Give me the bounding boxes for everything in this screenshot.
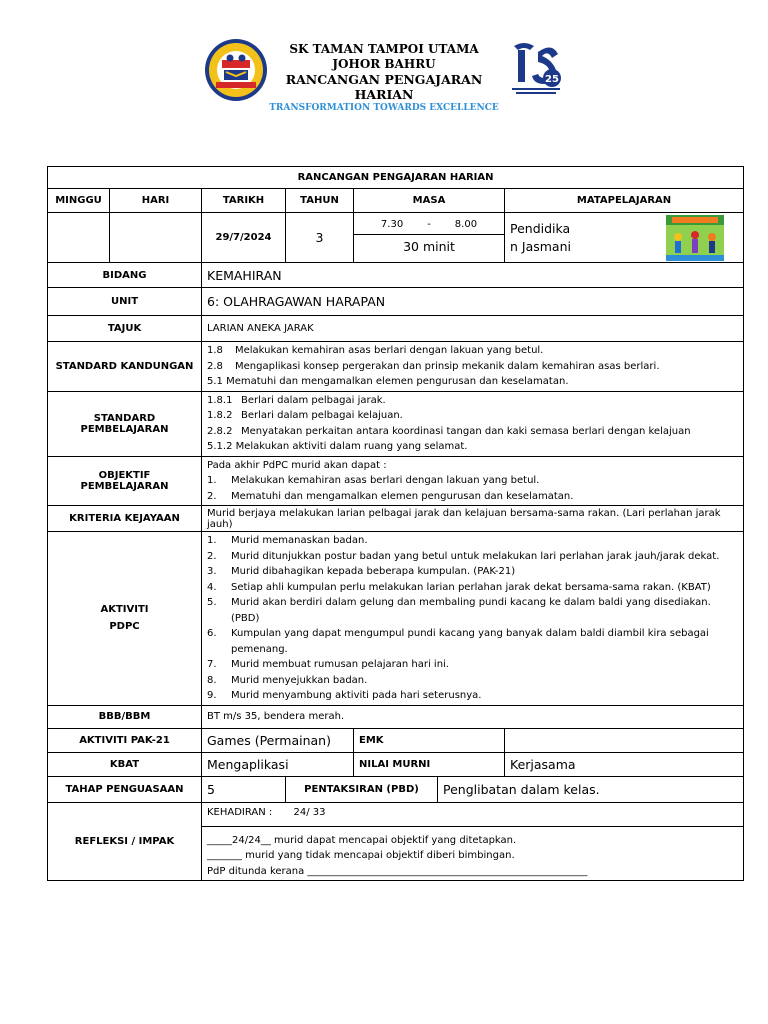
objektif-value (202, 456, 744, 506)
list-item: 9. Murid menyambung aktiviti pada hari seterusnya. (207, 690, 482, 701)
aktiviti-label-line1: AKTIVITI (100, 604, 149, 616)
list-item: 2. Murid ditunjukkan postur badan yang betul untuk melakukan lari perlahan jarak jauh/jarak dekat. (207, 550, 720, 562)
unit-value: 6: OLAHRAGAWAN HARAPAN (202, 288, 744, 316)
aktiviti-list (207, 533, 738, 704)
list-item: 2. Mematuhi dan mengamalkan elemen pengurusan dan keselamatan. (207, 490, 574, 502)
subject-name: Pendidika n Jasmani (510, 220, 571, 254)
col-matapelajaran: MATAPELAJARAN (505, 189, 744, 213)
list-item: 1. Murid memanaskan badan. (207, 535, 368, 546)
objektif-label: OBJEKTIF PEMBELAJARAN (48, 456, 202, 506)
refleksi-label: REFLEKSI / IMPAK (48, 802, 202, 881)
kriteria-value: Murid berjaya melakukan larian pelbagai jarak dan kelajuan bersama-sama rakan. (Lari perlahan jarak jauh) (202, 506, 744, 532)
standard-kandungan-list (207, 343, 738, 390)
refleksi-value (202, 802, 744, 881)
bbb-value: BT m/s 35, bendera merah. (202, 705, 744, 728)
minggu-value (48, 213, 110, 263)
nilai-murni-label: NILAI MURNI (354, 752, 505, 776)
masa-start: 7.30 (380, 219, 404, 230)
standard-kandungan-label: STANDARD KANDUNGAN (48, 342, 202, 392)
objektif-intro: Pada akhir PdPC murid akan dapat : (207, 459, 387, 471)
refleksi-line-2: _______ murid yang tidak mencapai objektif diberi bimbingan. (207, 850, 515, 861)
school-name: SK TAMAN TAMPOI UTAMA (289, 42, 479, 56)
refleksi-line-3: PdP ditunda kerana ________________________________________________________ (207, 865, 588, 877)
bbb-label: BBB/BBM (48, 705, 202, 728)
document-title: RANCANGAN PENGAJARAN HARIAN (285, 72, 483, 102)
list-item: 1. Melakukan kemahiran asas berlari dengan lakuan yang betul. (207, 475, 540, 486)
tahun-value: 3 (286, 213, 354, 263)
bidang-value: KEMAHIRAN (202, 263, 744, 288)
col-tarikh: TARIKH (202, 189, 286, 213)
kehadiran-value: 24/ 33 (293, 806, 326, 818)
col-tahun: TAHUN (286, 189, 354, 213)
nilai-murni-value: Kerjasama (505, 752, 744, 776)
table-title: RANCANGAN PENGAJARAN HARIAN (48, 167, 744, 189)
svg-text:25: 25 (545, 74, 559, 85)
refleksi-body (207, 827, 738, 880)
list-item: 1.8.2 Berlari dalam pelbagai kelajuan. (207, 410, 403, 421)
kehadiran-label: KEHADIRAN : (207, 806, 273, 818)
aktiviti-label-line2: PDPC (109, 621, 140, 633)
document-header (0, 36, 768, 113)
textbook-cover-image (666, 215, 724, 261)
list-item: 1.8.1 Berlari dalam pelbagai jarak. (207, 394, 386, 406)
pak21-value: Games (Permainan) (202, 728, 354, 752)
col-hari: HARI (110, 189, 202, 213)
refleksi-line-1: _____24/24__ murid dapat mencapai objektif yang ditetapkan. (207, 834, 517, 846)
school-header-text (262, 42, 506, 114)
kriteria-label: KRITERIA KEJAYAAN (48, 506, 202, 532)
list-item: 1.8 Melakukan kemahiran asas berlari dengan lakuan yang betul. (207, 345, 544, 356)
bidang-label: BIDANG (48, 263, 202, 288)
kbat-value: Mengaplikasi (202, 752, 354, 776)
masa-time (354, 217, 504, 234)
emk-label: EMK (354, 728, 505, 752)
list-item: 2.8.2 Menyatakan perkaitan antara koordinasi tangan dan kaki semasa berlari dengan kelajuan (207, 425, 691, 437)
standard-pembelajaran-label: STANDARD PEMBELAJARAN (48, 391, 202, 456)
tahap-label: TAHAP PENGUASAAN (48, 776, 202, 802)
ts25-logo (508, 38, 564, 96)
list-item: 5. Murid akan berdiri dalam gelung dan membaling pundi kacang ke dalam baldi yang disediakan. (PBD) (207, 597, 711, 624)
list-item: 8. Murid menyejukkan badan. (207, 674, 368, 686)
masa-end: 8.00 (454, 219, 478, 230)
list-item: 5.1.2 Melakukan aktiviti dalam ruang yang selamat. (207, 441, 468, 452)
tajuk-value: LARIAN ANEKA JARAK (202, 316, 744, 342)
col-masa: MASA (354, 189, 505, 213)
tajuk-label: TAJUK (48, 316, 202, 342)
tarikh-value: 29/7/2024 (202, 213, 286, 263)
kbat-label: KBAT (48, 752, 202, 776)
lesson-plan-table (47, 166, 744, 881)
standard-pembelajaran-value (202, 391, 744, 456)
pak21-label: AKTIVITI PAK-21 (48, 728, 202, 752)
unit-label: UNIT (48, 288, 202, 316)
masa-cell (354, 213, 505, 263)
list-item: 3. Murid dibahagikan kepada beberapa kumpulan. (PAK-21) (207, 566, 516, 577)
school-crest-logo (204, 38, 268, 102)
emk-value (505, 728, 744, 752)
school-tagline: TRANSFORMATION TOWARDS EXCELLENCE (269, 103, 499, 113)
list-item: 7. Murid membuat rumusan pelajaran hari ini. (207, 659, 449, 670)
tahap-value: 5 (202, 776, 286, 802)
aktiviti-label (48, 532, 202, 706)
objektif-list (207, 473, 738, 504)
subject-cell (505, 213, 744, 263)
aktiviti-value (202, 532, 744, 706)
masa-separator: - (427, 219, 431, 230)
school-city: JOHOR BAHRU (332, 57, 436, 71)
pentaksiran-label: PENTAKSIRAN (PBD) (286, 776, 438, 802)
hari-value (110, 213, 202, 263)
kehadiran-row (202, 803, 743, 827)
list-item: 4. Setiap ahli kumpulan perlu melakukan larian perlahan jarak dekat bersama-sama rakan. (KBAT) (207, 581, 711, 593)
list-item: 2.8 Mengaplikasi konsep pergerakan dan prinsip mekanik dalam kemahiran asas berlari. (207, 360, 660, 372)
list-item: 5.1 Mematuhi dan mengamalkan elemen pengurusan dan keselamatan. (207, 376, 569, 387)
list-item: 6. Kumpulan yang dapat mengumpul pundi kacang yang banyak dalam baldi diambil kira sebagai pemenang. (207, 628, 709, 655)
pentaksiran-value: Penglibatan dalam kelas. (438, 776, 744, 802)
standard-kandungan-value (202, 342, 744, 392)
masa-duration: 30 minit (354, 234, 504, 258)
standard-pembelajaran-list (207, 393, 738, 455)
col-minggu: MINGGU (48, 189, 110, 213)
